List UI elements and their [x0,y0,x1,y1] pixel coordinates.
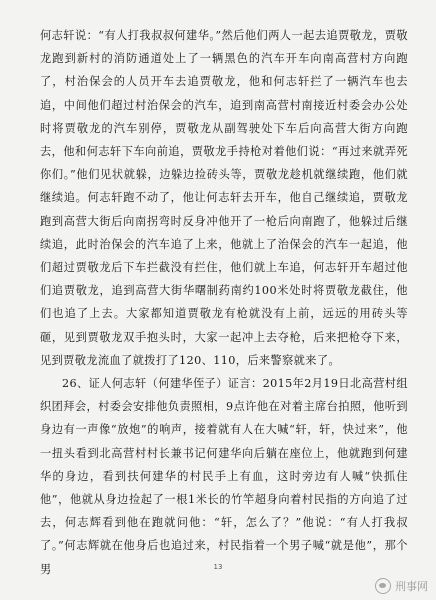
watermark-text: 刑事网 [395,580,428,593]
wechat-icon [375,578,391,594]
document-body [40,24,408,581]
page-number: 13 [213,563,223,571]
watermark [375,578,428,594]
paragraph-continued: 何志轩说：“有人打我叔叔何建华。”然后他们两人一起去追贾敬龙，贾敬龙跑到新村的消防通道处上了一辆黑色的汽车开车向南高营村方向跑了，村治保会的人员开车去追贾敬龙，他和何志轩拦了一辆汽车也去追，中间他们超过村治保会的汽车，追到南高营村南接近村委会办公处时将贾敬龙的汽车别停，贾敬龙从副驾驶处下车后向高营大街方向跑去，他和何志轩下车向前追，贾敬龙手持枪对着他们说：“再过来就弄死你们。”他们见状就躲，边躲边捡砖头等，贾敬龙趁机就继续跑，他们就继续追。何志轩跑不动了，他让何志轩去开车，他自己继续追，贾敬龙跑到高营大街后向南拐弯时反身冲他开了一枪后向南跑了，他躲过后继续追，此时治保会的汽车追了上来，他就上了治保会的汽车一起追，他们超过贾敬龙后下车拦截没有拦住，他们就上车追，何志轩开车超过他们追贾敬龙，追到高营大街华曙制药南约100米处时将贾敬龙截住，他们也追了上去。大家都知道贾敬龙有枪就没有上前，远远的用砖头等砸，见到贾敬龙双手抱头时，大家一起冲上去夺枪，后来把枪夺下来，见到贾敬龙流血了就拨打了120、110，后来警察就来了。 [40,29,408,367]
paragraph-witness-26: 26、证人何志轩（何建华侄子）证言：2015年2月19日北高营村组织团拜会，村委会安排他负责照相，9点许他在对着主席台拍照，他听到身边有一声像“放炮”的响声，接着就有人在大喊“轩，轩，快过来”，他一扭头看到北高营村村长兼书记何建华向后躺在座位上，他就跑到何建华的身边，看到扶何建华的村民手上有血，这时旁边有人喊“快抓住他”，他就从身边捡起了一根1米长的竹竿超身向着村民指的方向追了过去，何志辉看到他在跑就问他：“轩，怎么了？”他说：“有人打我叔了。”何志辉就在他身后也追过来，村民指着一个男子喊“就是他”，那个男 [40,377,408,576]
